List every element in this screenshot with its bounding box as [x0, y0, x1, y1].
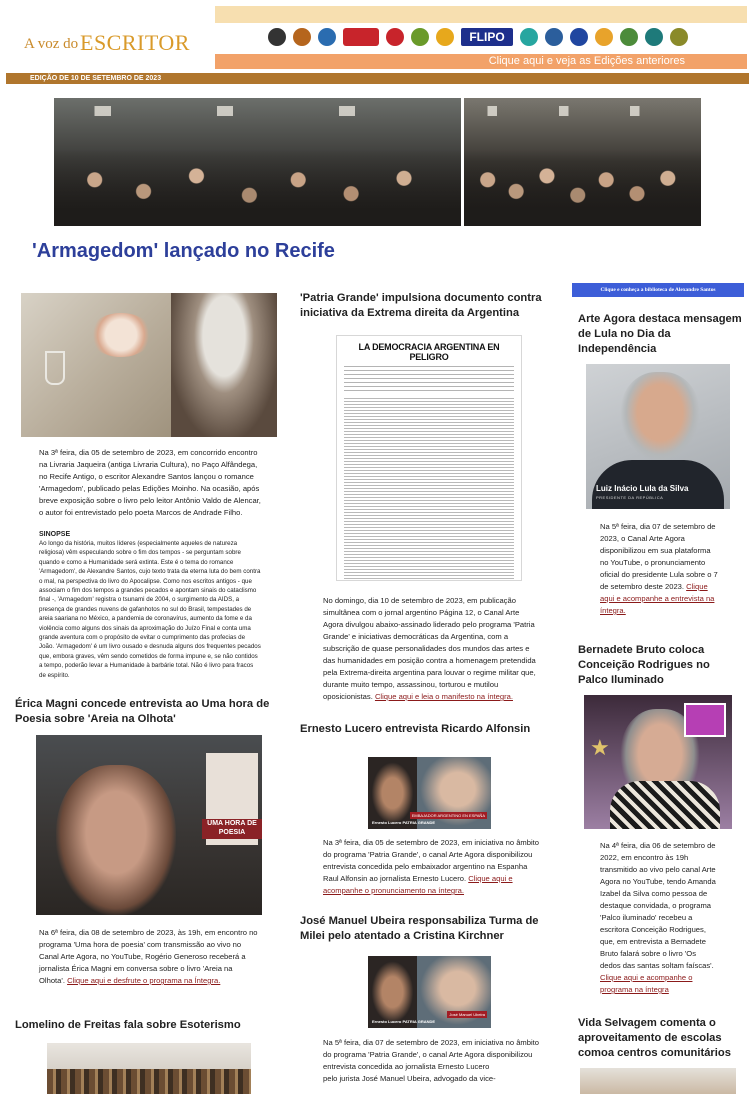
article-erica-title[interactable]: Érica Magni concede entrevista ao Uma hora de Poesia sobre 'Areia na Olhota' — [15, 698, 270, 725]
lula-link[interactable]: Clique aqui e acompanhe a entrevista na íntegra. — [600, 582, 715, 615]
synopsis-heading: SINOPSE — [39, 531, 71, 538]
article-armagedom-text: Na 3ª feira, dia 05 de setembro de 2023, em concorrido encontro na Livraria Jaqueira (antiga Livraria Cultura), no Paço Alfândega, no Recife Antigo, o escritor Alexandre Santos lançou o romance 'Armagedom', publicado pelas Edições Moinho. Na ocasião, após breve exposição sobre o livro pelo leitor Antônio Valdo de Alencar, o autor foi entrevistado pelo poeta Marcos de Andrade Filho. — [39, 448, 261, 517]
sun-icon[interactable] — [436, 28, 454, 46]
article-bernadete-title[interactable]: Bernadete Bruto coloca Conceição Rodrigues no Palco Iluminado — [578, 644, 710, 686]
ube-icon[interactable] — [268, 28, 286, 46]
partner-icons-row — [268, 25, 738, 49]
article-lula-text — [600, 521, 718, 617]
bird-icon[interactable] — [570, 28, 588, 46]
edition-label: EDIÇÃO DE 10 DE SETEMBRO DE 2023 — [6, 73, 749, 84]
library-banner-link[interactable]: Clique e conheça a biblioteca de Alexandre Santos — [572, 283, 744, 297]
article-patria-grande-text — [323, 595, 541, 703]
author-signing-photo — [21, 293, 277, 437]
rose-icon[interactable] — [386, 28, 404, 46]
manifesto-title: LA DEMOCRACIA ARGENTINA EN PELIGRO — [358, 342, 500, 362]
page-title: 'Armagedom' lançado no Recife — [32, 240, 335, 262]
video-tag: Ernesto Lucero PATRIA GRANDE — [372, 820, 436, 825]
article-erica-text — [39, 927, 259, 987]
bernadete-link[interactable]: Clique aqui e acompanhe o programa na íntegra — [600, 973, 693, 994]
lula-video-thumbnail[interactable] — [586, 364, 730, 509]
hero-photo-audience — [54, 98, 461, 226]
alfonsin-video-thumbnail[interactable] — [368, 757, 491, 829]
logo-prefix: A voz do — [24, 36, 79, 52]
article-lomelino-title[interactable]: Lomelino de Freitas fala sobre Esoterismo — [15, 1019, 241, 1031]
article-lucero-alfonsin-body: Na 3ª feira, dia 05 de setembro de 2023, em iniciativa no âmbito do programa 'Patria Grande', o canal Arte Agora disponibilizou entrevista concedida pelo embaixador argentino na Espanha Raul Alfonsin ao jornalista Ernesto Lucero. — [323, 838, 539, 883]
article-ubeira-title[interactable]: José Manuel Ubeira responsabiliza Turma de Milei pelo atentado a Cristina Kirchner — [300, 915, 539, 942]
lula-caption-2: PRESIDENTE DA REPÚBLICA — [596, 495, 664, 500]
article-lula-body: Na 5ª feira, dia 07 de setembro de 2023, o Canal Arte Agora disponibilizou em sua plataforma no YouTube, o pronunciamento oficial do presidente Lula sobre o 7 de setembro deste 2023. — [600, 522, 718, 591]
synopsis-text: Ao longo da história, muitos líderes (especialmente aqueles de natureza religiosa) vêm especulando sobre o fim dos tempos - se perguntam sobre quando e como a Humanidade será extinta. Este é o tema do romance 'Armagedom', de Alexandre Santos, cujo texto trata da eterna luta do bem contra o mal, na perspectiva do livro do Apocalipse. Como nos escritos antigos - que associam o fim dos tempos a grandes pecados e apontam sinais do cataclismo final -, 'Armagedom' registra o tsunami de 2004, o surgimento da AIDS, a presença de grandes nuvens de gafanhotos no sul do Brasil, tempestades de areia saariana no México, a pandemia de coronavírus, aumento da fome e da violência como alguns dos sinais da aproximação do Juízo Final e conta uma grande aventura com o propósito de evitar o cumprimento das profecias de João. 'Armagedom' é um livro ousado e desnuda alguns dos frequentes pecados que, embora graves, vêm sendo cometidos de forma impune e, se não contidos a tempo, poderão levar a Humanidade à barbárie total. Não é livro para fracos de espírito. — [39, 540, 261, 679]
header-top-bar — [215, 6, 747, 23]
figure-icon[interactable] — [293, 28, 311, 46]
vida-selvagem-photo — [580, 1068, 736, 1094]
star-icon: ★ — [590, 735, 610, 760]
globe-icon[interactable] — [318, 28, 336, 46]
red-banner-icon[interactable] — [343, 28, 379, 46]
aub-icon[interactable] — [520, 28, 538, 46]
previous-editions-link[interactable]: Clique aqui e veja as Edições anteriores — [215, 54, 747, 69]
palette-icon[interactable] — [411, 28, 429, 46]
melido-icon[interactable] — [545, 28, 563, 46]
article-patria-grande-body: No domingo, dia 10 de setembro de 2023, em publicação simultânea com o jornal argentino Página 12, o Canal Arte Agora divulgou abaixo-assinado liderado pelo programa 'Patria Grande' e iniciativas democráticas da Argentina, com a subscrição de quase personalidades dos mundos das artes e das humanidades em posição contra a homenagem pretendida pela Extrema-direita argentina para louvar o regime militar que, durante muito tempo, assassinou, torturou e mutilou oposicionistas. — [323, 596, 536, 701]
alfonsin-link[interactable]: Clique aqui e acompanhe o pronunciamento na íntegra. — [323, 874, 513, 895]
magnifier-icon[interactable] — [645, 28, 663, 46]
article-ubeira-body-2: pelo jurista José Manuel Ubeira, advogado da vice- — [323, 1074, 496, 1083]
article-ubeira-body: Na 5ª feira, dia 07 de setembro de 2023, em iniciativa no âmbito do programa 'Patria Grande', o canal Arte Agora disponibilizou entrevista concedida ao jornalista Ernesto Lucero — [323, 1038, 539, 1071]
video-tag-2: EMBAJADOR ARGENTINO EN ESPAÑA — [411, 813, 485, 818]
article-ubeira-text — [323, 1037, 541, 1085]
manifesto-link[interactable]: Clique aqui e leia o manifesto na íntegra. — [374, 692, 513, 701]
ubeira-video-thumbnail[interactable] — [368, 956, 491, 1028]
video-tag: Ernesto Lucero PATRIA GRANDE — [372, 1019, 436, 1024]
video-tag-2: José Manuel Ubeira — [449, 1012, 485, 1017]
erica-program-link[interactable]: Clique aqui e desfrute o programa na Íntegra. — [67, 976, 221, 985]
article-patria-grande-title[interactable]: 'Patria Grande' impulsiona documento contra iniciativa da Extrema direita da Argentina — [300, 292, 542, 319]
article-bernadete-body: Na 4ª feira, dia 06 de setembro de 2022, em encontro às 19h transmitido ao vivo pelo canal Arte Agora no YouTube, tendo Amanda Izabel da Silva como pessoa de destaque convidada, o programa 'Palco iluminado' recebeu a escritora Conceição Rodrigues, que, em entrevista a Bernadete Bruto falará sobre o livro 'Os dedos das santas soltam faíscas'. — [600, 841, 716, 970]
article-lucero-alfonsin-text — [323, 837, 541, 897]
site-logo[interactable] — [0, 6, 212, 68]
seal-icon[interactable] — [670, 28, 688, 46]
manifesto-document-image[interactable] — [336, 335, 522, 581]
hero-photo-audience-2 — [464, 98, 701, 226]
erica-video-thumbnail[interactable] — [36, 735, 262, 915]
bernadete-video-thumbnail[interactable] — [584, 695, 732, 829]
inset-label: UMA HORA DE POESIA — [202, 819, 262, 839]
logo-main-text: ESCRITOR — [80, 30, 190, 55]
lomelino-photo — [47, 1043, 251, 1094]
lula-caption: Luiz Inácio Lula da Silva — [596, 484, 689, 493]
article-erica-body: Na 6ª feira, dia 08 de setembro de 2023, às 19h, em encontro no programa 'Uma hora de poesia' com transmissão ao vivo no Canal Arte Agora, no YouTube, Rogério Generoso receberá a jornalista Érica Magni em conversa sobre o livro 'Areia na Olhota'. — [39, 928, 258, 985]
leaf-icon[interactable] — [620, 28, 638, 46]
article-bernadete-text — [600, 840, 718, 996]
article-vida-selvagem-title[interactable]: Vida Selvagem comenta o aproveitamento de escolas comoa centros comunitários — [578, 1017, 731, 1059]
book-icon[interactable] — [595, 28, 613, 46]
article-lula-title[interactable]: Arte Agora destaca mensagem de Lula no Dia da Independência — [578, 313, 742, 355]
flipo-icon[interactable]: FLIPO — [461, 28, 513, 46]
article-lucero-alfonsin-title[interactable]: Ernesto Lucero entrevista Ricardo Alfonsin — [300, 723, 531, 735]
